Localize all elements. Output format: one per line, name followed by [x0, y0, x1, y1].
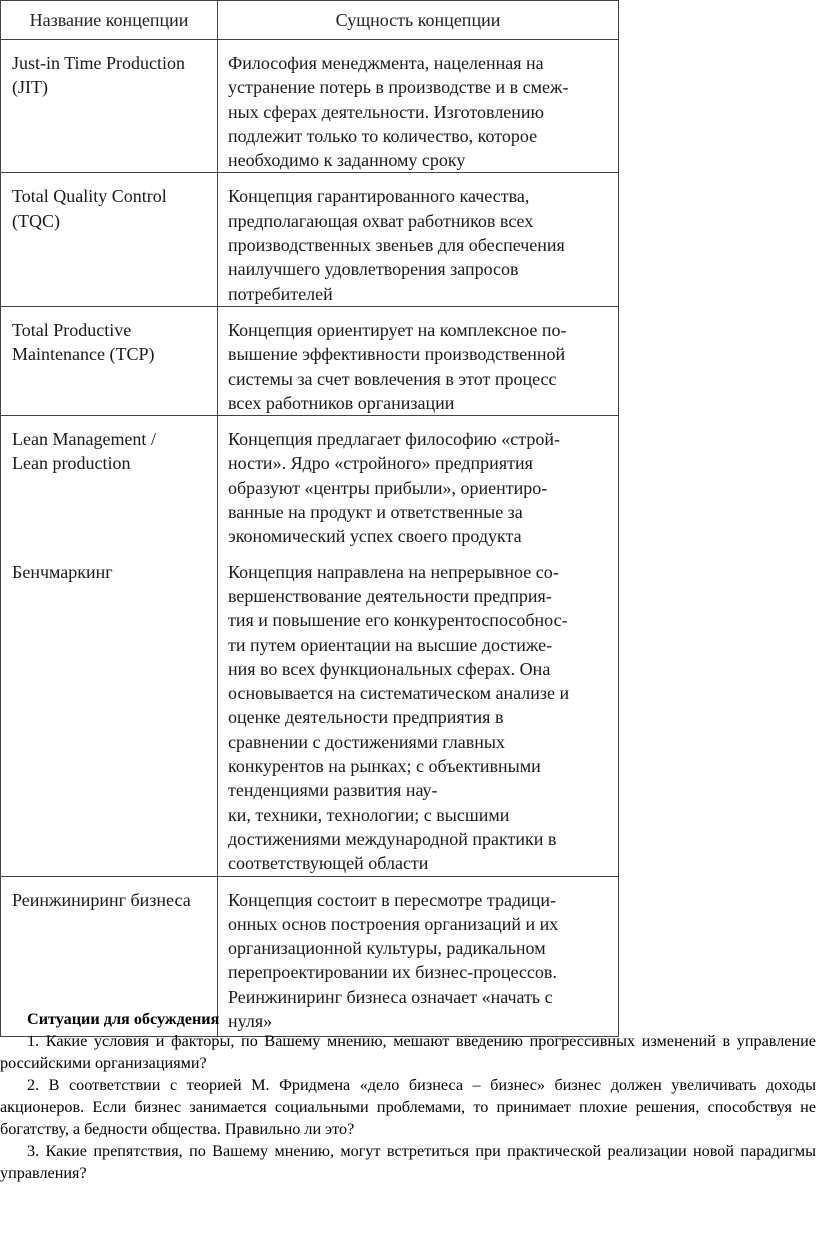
- concept-description: Концепция гарантированного качества, предполагающая охват работников всех производственных звеньев для обеспечения наилучшего удовлетворения запросов потребителей: [218, 173, 619, 306]
- table-row-benchmarking: [1, 549, 619, 876]
- discussion-section: [0, 1008, 816, 1184]
- table-row-jit: [1, 40, 619, 173]
- concept-name: Total Quality Control (TQC): [1, 173, 218, 306]
- table-row-lean: [1, 416, 619, 549]
- header-concept-essence: Сущность концепции: [218, 1, 619, 40]
- concept-name: Lean Management / Lean production: [1, 416, 218, 549]
- concept-description: Концепция направлена на непрерывное со- вершенствование деятельности предприя- тия и повышение его конкурентоспособнос- ти путем ориентации на высшие достиже- ния во всех функциональных сферах. Она основывается на систематическом анализе и оценке деятельности предприятия в сравнении с достижениями главных конкурентов на рынках; с объективными тенденциями развития нау- ки, техники, технологии; с высшими достижениями международной практики в соответствующей области: [218, 549, 619, 876]
- concept-description: Концепция предлагает философию «строй- ности». Ядро «стройного» предприятия образуют «центры прибыли», ориентиро- ванные на продукт и ответственные за экономический успех своего продукта: [218, 416, 619, 549]
- concept-description: Философия менеджмента, нацеленная на устранение потерь в производстве и в смеж- ных сферах деятельности. Изготовлению подлежит только то количество, которое необходимо к заданному сроку: [218, 40, 619, 173]
- concept-description: Концепция ориентирует на комплексное по- вышение эффективности производственной системы за счет вовлечения в этот процесс всех работников организации: [218, 306, 619, 415]
- question-2: 2. В соответствии с теорией М. Фридмена «дело бизнеса – бизнес» бизнес должен увеличивать доходы акционеров. Если бизнес занимается социальными проблемами, то принимает плохие решения, способствуя не богатству, а бедности общества. Правильно ли это?: [0, 1076, 816, 1138]
- concept-name: Бенчмаркинг: [1, 549, 218, 876]
- header-concept-name: Название концепции: [1, 1, 218, 40]
- concept-name: Total Productive Maintenance (TCP): [1, 306, 218, 415]
- concept-name: Реинжиниринг бизнеса: [1, 876, 218, 1036]
- section-heading: Ситуации для обсуждения: [27, 1010, 220, 1028]
- concept-name: Just-in Time Production (JIT): [1, 40, 218, 173]
- table-row-tcp: [1, 306, 619, 415]
- question-1: 1. Какие условия и факторы, по Вашему мнению, мешают введению прогрессивных изменений в управление российскими организациями?: [0, 1032, 816, 1072]
- question-3: 3. Какие препятствия, по Вашему мнению, могут встретиться при практической реализации новой парадигмы управления?: [0, 1142, 816, 1182]
- concept-description: Концепция состоит в пересмотре традици- онных основ построения организаций и их организационной культуры, радикальном перепроектировании их бизнес-процессов. Реинжиниринг бизнеса означает «начать с нуля»: [218, 876, 619, 1036]
- table-row-tqc: [1, 173, 619, 306]
- table-header-row: [1, 1, 619, 40]
